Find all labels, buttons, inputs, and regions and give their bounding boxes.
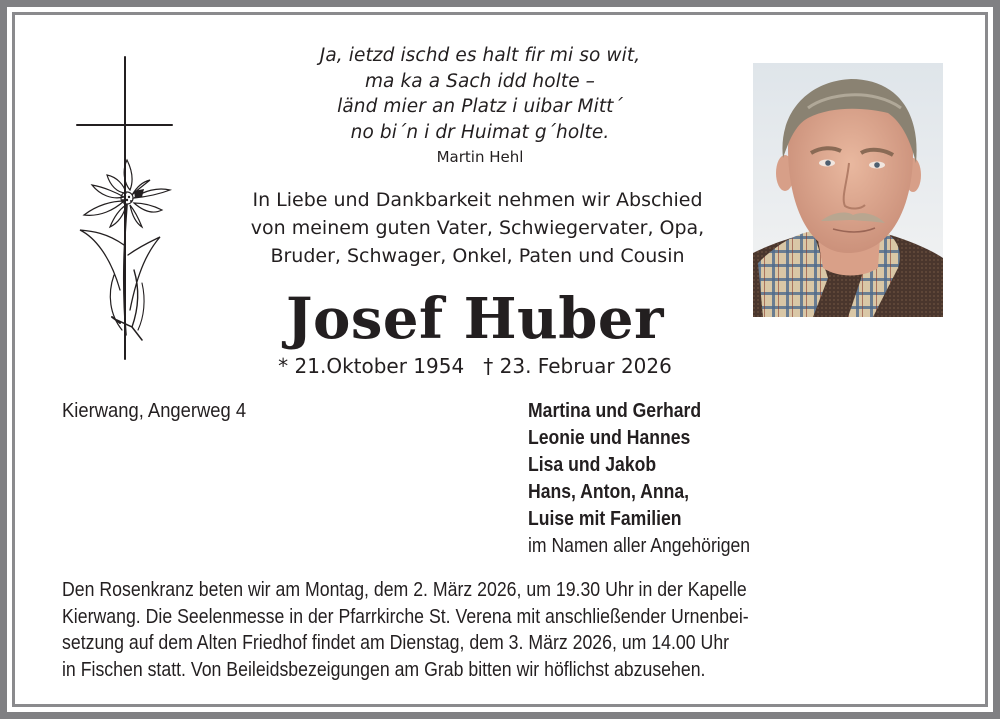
portrait-image	[753, 63, 943, 317]
farewell-intro	[205, 186, 750, 270]
notice-line: Kierwang. Die Seelenmesse in der Pfarrkirche St. Verena mit anschließender Urnenbei-	[62, 605, 749, 628]
life-dates: * 21.Oktober 1954 † 23. Februar 2026	[278, 354, 672, 378]
mourner-name: Martina und Gerhard	[528, 400, 702, 422]
notice-line: Den Rosenkranz beten wir am Montag, dem 2. März 2026, um 19.30 Uhr in der Kapelle	[62, 579, 747, 601]
intro-line: Bruder, Schwager, Onkel, Paten und Cousin	[270, 245, 685, 267]
mourners-closing: im Namen aller Angehörigen	[528, 535, 751, 557]
poem-line: ma ka a Sach idd holte –	[364, 70, 596, 92]
mourner-name: Lisa und Jakob	[528, 454, 657, 476]
service-notice	[62, 577, 947, 683]
mourner-name: Leonie und Hannes	[528, 427, 691, 449]
notice-line: setzung auf dem Alten Friedhof findet am Dienstag, dem 3. März 2026, um 14.00 Uhr	[62, 632, 730, 654]
poem	[270, 43, 690, 145]
notice-line: in Fischen statt. Von Beileidsbezeigungen am Grab bitten wir höflichst abzusehen.	[62, 658, 706, 681]
mourner-name: Hans, Anton, Anna,	[528, 481, 690, 503]
poem-author: Martin Hehl	[436, 148, 524, 166]
poem-line: länd mier an Platz i uibar Mitt´	[337, 96, 623, 117]
portrait-photo	[753, 63, 943, 317]
poem-line: Ja, ietzd ischd es halt fir mi so wit,	[319, 45, 641, 66]
mourner-name: Luise mit Familien	[528, 508, 682, 530]
intro-line: von meinem guten Vater, Schwiegervater, Opa,	[250, 217, 705, 239]
deceased-name: Josef Huber	[285, 286, 664, 352]
intro-line: In Liebe und Dankbarkeit nehmen wir Abschied	[252, 189, 703, 211]
address: Kierwang, Angerweg 4	[62, 400, 247, 422]
mourners-list	[528, 398, 845, 560]
poem-line: no bi´n i dr Huimat g´holte.	[350, 121, 610, 143]
cross-with-edelweiss-icon	[72, 55, 182, 361]
